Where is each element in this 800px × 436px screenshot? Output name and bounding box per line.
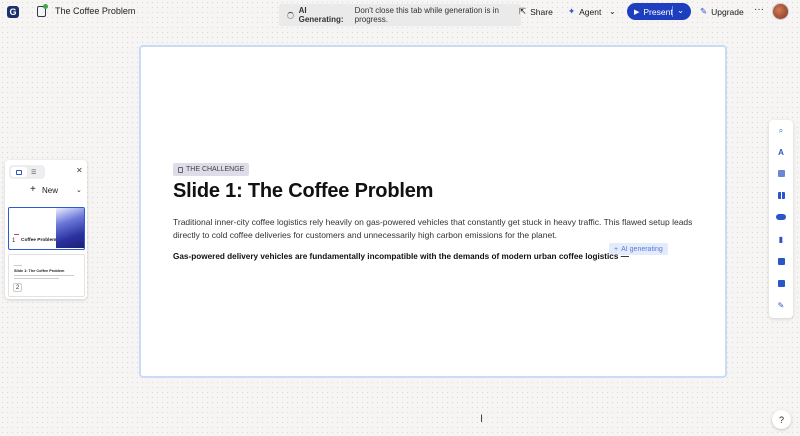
- spinner-icon: [287, 12, 294, 19]
- upgrade-label: Upgrade: [711, 6, 744, 17]
- help-button[interactable]: ?: [772, 410, 791, 429]
- slide-key-statement[interactable]: Gas-powered delivery vehicles are fundamentally incompatible with the demands of modern urban coffee logistics —: [173, 252, 629, 261]
- slides-panel: [5, 160, 87, 299]
- sparkle-icon: ✦: [568, 6, 576, 16]
- thumb-image: [56, 208, 84, 248]
- upgrade-icon: ✎: [700, 6, 708, 16]
- agent-button[interactable]: [568, 6, 601, 17]
- document-icon: [37, 6, 46, 17]
- section-tag[interactable]: [173, 163, 249, 176]
- slide-title[interactable]: Slide 1: The Coffee Problem: [173, 180, 434, 202]
- more-options-icon[interactable]: ···: [754, 4, 764, 15]
- view-toggle[interactable]: [9, 165, 45, 179]
- plus-icon: +: [30, 184, 36, 195]
- present-divider: [672, 6, 673, 17]
- ai-generating-toast: [279, 4, 521, 26]
- thumb-title: Slide 1: The Coffee Problem: [14, 269, 65, 273]
- upgrade-button[interactable]: [700, 6, 744, 17]
- toast-message: Don't close this tab while generation is in progress.: [354, 6, 499, 24]
- section-tag-label: THE CHALLENGE: [186, 166, 245, 173]
- text-cursor-icon: I: [480, 413, 484, 425]
- table-icon[interactable]: [774, 276, 788, 290]
- thumb-title: Coffee Problem: [21, 238, 57, 243]
- new-slide-button[interactable]: [9, 184, 83, 198]
- toggle-icon[interactable]: [774, 210, 788, 224]
- top-bar: [0, 0, 800, 24]
- present-label: Present: [643, 6, 673, 17]
- chart-icon[interactable]: ▮: [778, 234, 784, 244]
- share-icon: ⇱: [519, 6, 527, 16]
- thumb-line: [14, 275, 74, 276]
- present-dropdown-chevron-icon[interactable]: ⌄: [677, 5, 685, 15]
- list-view-icon[interactable]: ☰: [31, 170, 37, 176]
- agent-label: Agent: [579, 6, 602, 17]
- components-icon[interactable]: [774, 188, 788, 202]
- text-icon[interactable]: A: [778, 147, 784, 157]
- plus-icon: +: [614, 245, 619, 253]
- new-slide-label: New: [42, 186, 59, 195]
- ai-chip-label: AI generating: [621, 245, 663, 253]
- agent-dropdown-chevron-icon[interactable]: ⌄: [609, 7, 616, 16]
- thumbnail-view-icon[interactable]: [11, 167, 27, 177]
- insert-toolbar: [769, 120, 793, 318]
- layout-icon[interactable]: [774, 254, 788, 268]
- slide-number: 1: [12, 238, 16, 244]
- slide-canvas[interactable]: [139, 45, 727, 378]
- document-title[interactable]: The Coffee Problem: [55, 6, 136, 16]
- image-icon[interactable]: [774, 166, 788, 180]
- chevron-down-icon[interactable]: ⌄: [76, 187, 82, 194]
- share-button[interactable]: [519, 6, 553, 17]
- thumb-line: [14, 265, 22, 266]
- slide-number: 2: [13, 283, 22, 292]
- user-avatar[interactable]: [772, 3, 789, 20]
- thumb-line: [14, 278, 59, 279]
- share-label: Share: [530, 6, 553, 17]
- present-button[interactable]: [627, 3, 691, 20]
- slide-thumbnail-1[interactable]: [8, 207, 85, 250]
- toast-title: AI Generating:: [298, 6, 344, 24]
- search-icon[interactable]: ⌕: [778, 126, 784, 135]
- app-logo[interactable]: G: [7, 6, 19, 18]
- edit-icon[interactable]: ✎: [777, 300, 785, 310]
- thumb-accent-line: [14, 234, 19, 235]
- close-panel-icon[interactable]: ✕: [76, 166, 83, 175]
- play-icon: ▶: [634, 8, 640, 16]
- slide-thumbnail-2[interactable]: [8, 254, 85, 297]
- slide-body[interactable]: Traditional inner-city coffee logistics rely heavily on gas-powered vehicles that constantly get stuck in heavy traffic. This flawed setup leads directly to cold coffee deliveries for customers and unnecessarily high carbon emissions for the planet.: [173, 217, 693, 240]
- page-icon: [178, 167, 183, 173]
